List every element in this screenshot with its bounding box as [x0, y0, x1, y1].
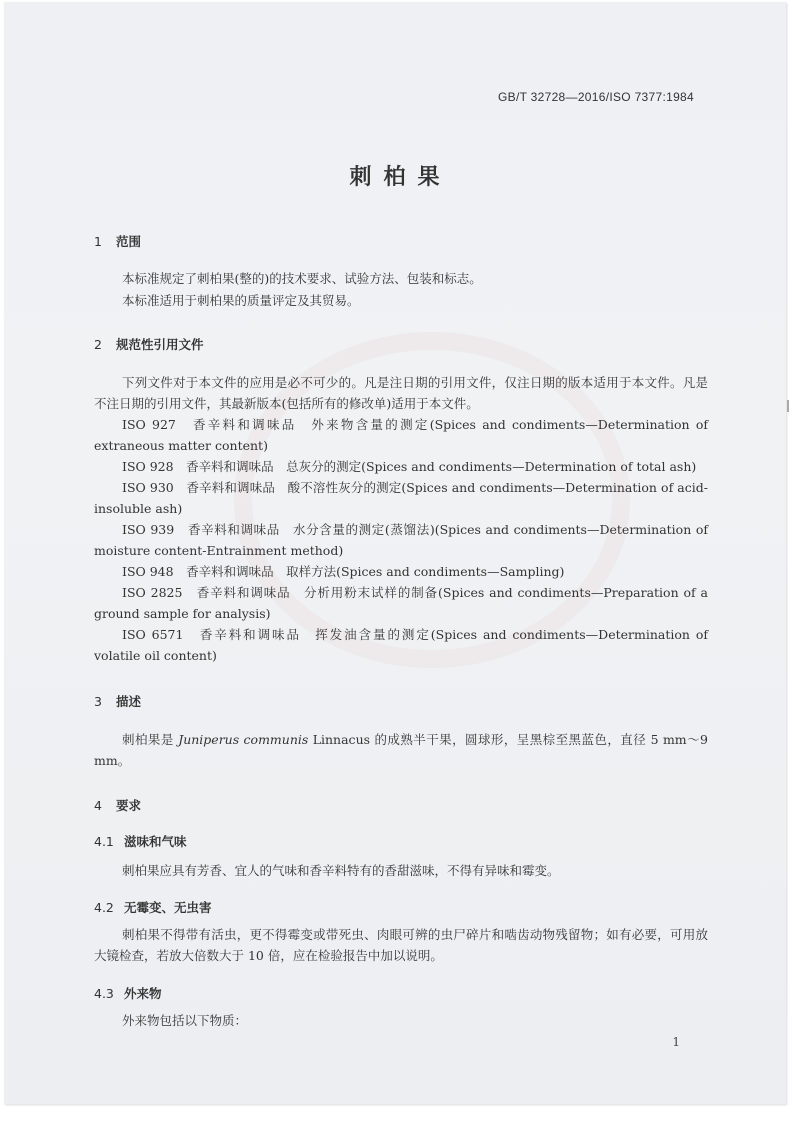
section-1-heading: 1 范围	[94, 234, 142, 249]
ref-iso-948	[94, 561, 708, 582]
section-4-3-heading: 4.3 外来物	[94, 986, 162, 1001]
ref-text: ISO 928 香辛料和调味品 总灰分的测定(Spices and condiments—Determination of total ash)	[122, 459, 697, 474]
margin-mark	[787, 400, 789, 412]
latin-name: Juniperus communis	[178, 732, 309, 747]
ref-iso-939	[94, 519, 708, 561]
ref-iso-6571	[94, 624, 708, 666]
section-3-text: 刺柏果是 Juniperus communis Linnacus 的成熟半干果，圆球形，呈黑棕至黑蓝色，直径 5 mm～9 mm。	[94, 732, 708, 768]
section-3-para	[94, 729, 708, 771]
section-4-2-heading: 4.2 无霉变、无虫害	[94, 900, 212, 915]
page-number: 1	[672, 1035, 680, 1049]
section-2-heading: 2 规范性引用文件	[94, 337, 204, 352]
section-4-2-para	[94, 924, 708, 966]
section-4-2-text: 刺柏果不得带有活虫，更不得霉变或带死虫、肉眼可辨的虫尸碎片和啮齿动物残留物；如有必要，可用放大镜检查，若放大倍数大于 10 倍，应在检验报告中加以说明。	[94, 927, 708, 963]
document-page	[4, 2, 786, 1104]
section-4-1-para: 刺柏果应具有芳香、宜人的气味和香辛料特有的香甜滋味，不得有异味和霉变。	[122, 863, 560, 878]
section-2-intro-text: 下列文件对于本文件的应用是必不可少的。凡是注日期的引用文件，仅注日期的版本适用于本文件。凡是不注日期的引用文件，其最新版本(包括所有的修改单)适用于本文件。	[94, 375, 708, 411]
ref-text: ISO 2825 香辛料和调味品 分析用粉末试样的制备(Spices and condiments—Preparation of a ground sample for analysis)	[94, 585, 708, 621]
section-4-heading: 4 要求	[94, 798, 142, 813]
ref-text: ISO 930 香辛料和调味品 酸不溶性灰分的测定(Spices and condiments—Determination of acid-insoluble ash)	[94, 480, 708, 516]
ref-iso-930	[94, 477, 708, 519]
standard-number-header: GB/T 32728—2016/ISO 7377:1984	[498, 90, 694, 104]
ref-iso-2825	[94, 582, 708, 624]
section-3-heading: 3 描述	[94, 694, 142, 709]
section-4-3-para: 外来物包括以下物质：	[122, 1013, 248, 1028]
ref-iso-927	[94, 414, 708, 456]
ref-text: ISO 948 香辛料和调味品 取样方法(Spices and condiments—Sampling)	[122, 564, 565, 579]
ref-text: ISO 939 香辛料和调味品 水分含量的测定(蒸馏法)(Spices and condiments—Determination of moisture content-Entrainment method)	[94, 522, 708, 558]
section-2-intro	[94, 372, 708, 414]
ref-text: ISO 927 香辛料和调味品 外来物含量的测定(Spices and condiments—Determination of extraneous matter content)	[94, 417, 708, 453]
ref-iso-928	[94, 456, 708, 477]
section-4-1-heading: 4.1 滋味和气味	[94, 834, 187, 849]
page-title: 刺柏果	[349, 165, 452, 190]
ref-text: ISO 6571 香辛料和调味品 挥发油含量的测定(Spices and condiments—Determination of volatile oil content)	[94, 627, 708, 663]
section-1-para-1: 本标准规定了刺柏果(整的)的技术要求、试验方法、包装和标志。	[122, 271, 482, 286]
section-1-para-2: 本标准适用于刺柏果的质量评定及其贸易。	[122, 293, 360, 308]
